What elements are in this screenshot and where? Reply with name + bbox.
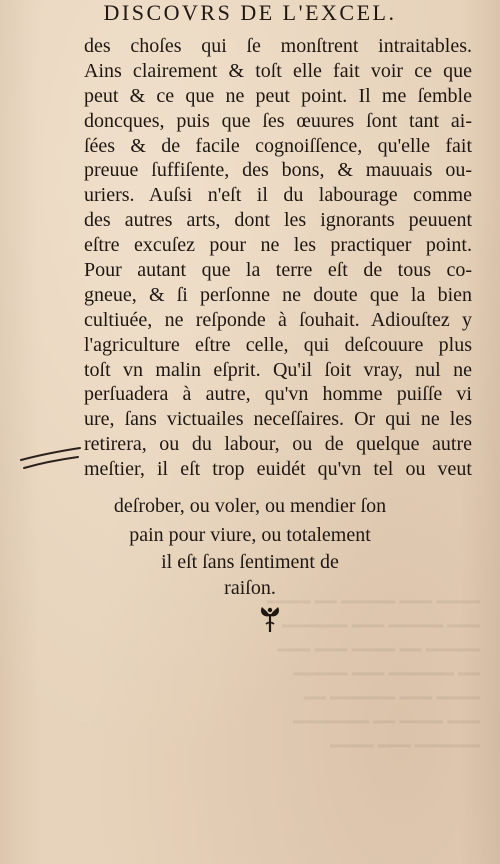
text-line: toſt vn malin eſprit. Qu'il ſoit vray, nul ne	[84, 358, 472, 381]
running-head: DISCOVRS DE L'EXCEL.	[103, 0, 397, 25]
tail-line: pain pour viure, ou totalement	[129, 524, 371, 546]
text-line: perſuadera à autre, qu'vn homme puiſſe vi	[84, 383, 472, 406]
text-line: ſées & de facile cognoiſſence, qu'elle fait	[84, 134, 472, 157]
text-line: doncques, puis que ſes œuures ſont tant ai-	[84, 109, 472, 132]
text-line: meſtier, il eſt trop euidét qu'vn tel ou veut	[84, 458, 472, 481]
body-text	[84, 34, 472, 482]
fleuron-icon	[257, 604, 283, 634]
text-line: Ains clairement & toſt elle fait voir ce que	[84, 59, 472, 82]
text-line: ure, ſans victuailes neceſſaires. Or qui ne les	[84, 408, 472, 431]
text-line: l'agriculture eſtre celle, qui deſcouure plus	[84, 333, 472, 356]
text-line: des autres arts, dont les ignorants peuuent	[84, 209, 472, 232]
text-line: preuue ſuffiſente, des bons, & mauuais ou-	[84, 159, 472, 182]
text-line: eſtre excuſez pour ne les practiquer point.	[84, 234, 472, 257]
tail-line: deſrober, ou voler, ou mendier ſon	[113, 495, 387, 517]
text-line: gneue, & ſi perſonne ne doute que la bien	[84, 283, 472, 306]
text-line: Pour autant que la terre eſt de tous co-	[84, 259, 472, 282]
show-through-texture: ━━━━ ━━━ ━━━━━ ━━ ━━━━ ━━━ ━━━━━ ━━━ ━━━━━━ ━━━━━ ━━ ━━━━ ━━━ ━━━ ━━ ━━━━━━ ━━━ ━━━━━ ━━━━ ━━━ ━━━━━━ ━━ ━━━ ━━━━ ━━ ━━━━━━━ ━━━━━━ ━━━ ━━━━	[266, 592, 480, 756]
tail-line: raiſon.	[224, 577, 276, 599]
tail-line: il eſt ſans ſentiment de	[161, 551, 339, 573]
text-line: cultiuée, ne reſponde à ſouhait. Adiouſtez y	[84, 308, 472, 331]
text-line: retirera, ou du labour, ou de quelque autre	[84, 433, 472, 456]
text-line: peut & ce que ne peut point. Il me ſemble	[84, 84, 472, 107]
ink-stroke-icon	[18, 446, 84, 470]
text-line: des choſes qui ſe monſtrent intraitables.	[84, 35, 472, 57]
text-line: uriers. Auſsi n'eſt il du labourage comme	[84, 184, 472, 207]
